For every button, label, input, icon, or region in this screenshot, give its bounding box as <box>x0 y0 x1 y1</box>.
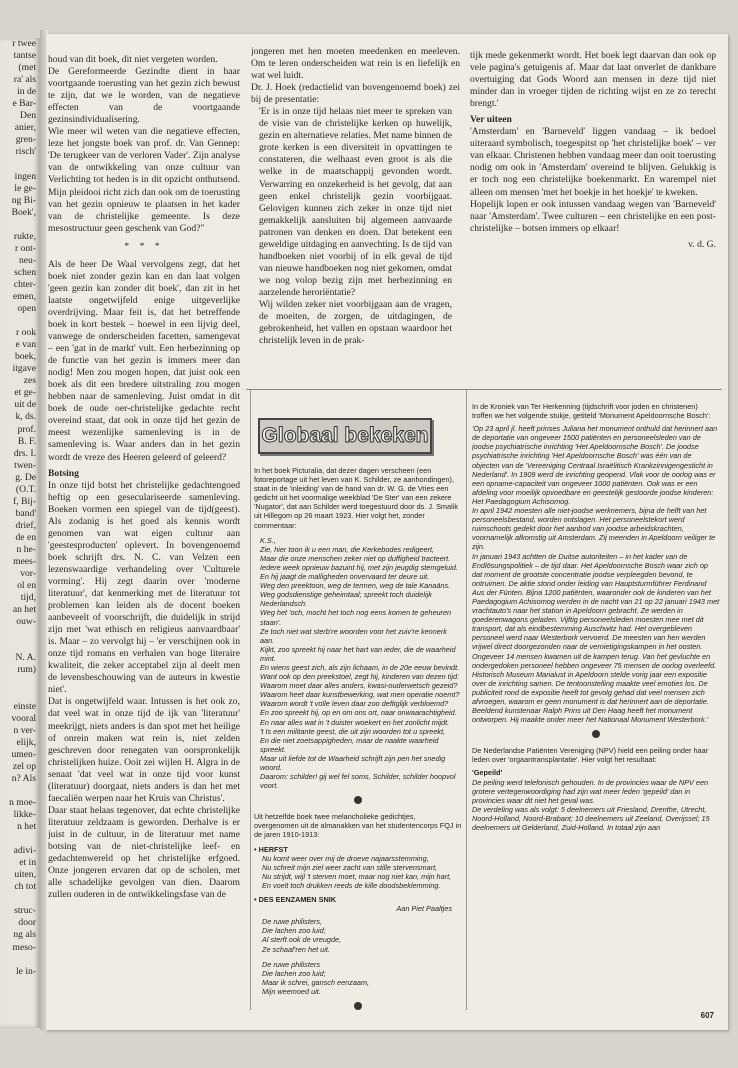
left-page-line: (met <box>18 62 36 74</box>
left-page-line: mees- <box>13 556 36 568</box>
left-page-line: N. A. <box>15 652 36 664</box>
subheading: Botsing <box>48 467 79 479</box>
paragraph: In het boek Picturalia, dat dezer dagen verscheen (een fotoreportage uit het leven van K. Schilder, ze aanhondingen), staat in de 'inleiding' van de hand van dr. W. G. de Vries een gedicht uit het voormalige weekblad 'De Ster' van een zekere 'Nugator', dat aan Schilder werd toegestuurd door ds. J. Smalik uit Hillegom op 26 maart 1923. Hier volgt het, zonder commentaar: <box>254 466 458 530</box>
magazine-page <box>46 34 728 1030</box>
left-page-line <box>0 676 40 688</box>
globaal-bekeken-banner: Globaal bekeken <box>258 418 432 454</box>
left-page-line: ouw- <box>16 616 36 628</box>
poem-title: • DES EENZAMEN SNIK <box>254 895 337 905</box>
poem-body: Nu komt weer over mij de droeve najaarsstemming, Nu schreit mijn ziel weer zacht van stille stervensmart, Nu strijdt, wijl 't sterven moet, maar nog niet kan, mijn hart, En voelt toch drukken reeds de kille doodsbeklemming. <box>262 853 452 890</box>
left-page-line: r twee <box>12 38 36 49</box>
poem-body: De ruwe philisters Die lachen zoo luid; Maar ik schrei, gansch eenzaam, Mijn weemoed uit. <box>262 959 370 996</box>
section-divider <box>246 389 722 390</box>
paragraph: houd van dit boek, dit niet vergeten worden. <box>48 54 218 65</box>
left-page-line <box>0 954 40 966</box>
left-page-line: et in <box>19 857 36 869</box>
left-page-line: an het <box>12 604 36 616</box>
paragraph: tijk mede gekenmerkt wordt. Het boek legt daarvan dan ook op vele pagina's getuigenis af. Maar dat laat onverlet de dankbare overtuiging dat Gods Woord aan mensen in deze tijd niet minder dan in vroeger tijden de richting wijst en ze zo terecht brengt.' <box>470 50 716 110</box>
left-page-line: in de <box>17 86 36 98</box>
left-page-line: door <box>18 917 36 929</box>
left-page-line: ingen <box>14 170 36 182</box>
left-page-line: g. De <box>15 471 36 483</box>
left-page-line <box>0 833 40 845</box>
left-page-line: vor- <box>20 568 36 580</box>
left-page-line: meso- <box>12 941 36 953</box>
left-page-line: uiten, <box>14 869 36 881</box>
left-page-line: gren- <box>15 134 36 146</box>
left-page-line: twen- <box>14 459 36 471</box>
page-number: 607 <box>700 1011 714 1020</box>
left-page-line: drs. I. <box>13 447 36 459</box>
left-page-strip <box>0 38 40 1028</box>
left-page-line: ol en <box>17 580 36 592</box>
author-signature: v. d. G. <box>688 238 716 250</box>
left-page-line <box>0 628 40 640</box>
left-page-line: Den <box>20 110 36 122</box>
kroniek-box <box>472 402 720 1002</box>
left-page-line: anier, <box>14 122 36 134</box>
left-page-line: zes <box>23 375 36 387</box>
left-page-line: B. F. <box>17 435 36 447</box>
left-page-line: schen <box>14 266 36 278</box>
left-page-line: band' <box>15 507 36 519</box>
left-page-line: drief, <box>15 519 36 531</box>
left-page-line: ra' als <box>13 74 36 86</box>
column-divider <box>250 390 251 1010</box>
left-page-line: vooral <box>11 712 36 724</box>
left-page-line: ng als <box>13 929 36 941</box>
column-3 <box>470 50 716 390</box>
left-page-line: open <box>17 303 36 315</box>
left-page-line: k, ds. <box>15 411 36 423</box>
poem-title-text: DES EENZAMEN SNIK <box>258 895 337 905</box>
left-page-line: struc- <box>14 905 36 917</box>
paragraph: De Nederlandse Patiënten Vereniging (NPV) hield een peiling onder haar leden over 'orgaantransplantatie'. Hier volgt het resultaat: <box>472 746 709 765</box>
left-page-line: risch' <box>15 146 36 158</box>
left-page-line: e van <box>15 339 36 351</box>
left-page-line <box>0 315 40 327</box>
paragraph: Als de heer De Waal vervolgens zegt, dat het boek niet zonder gezin kan en dan laat volgen 'geen gezin kan zonder dit boek', dan zit in het laatste ongetwijfeld enige uitgeverlijke overdrijving. Maar feit is, dat het betreffende boek in kort bestek – hoewel in een lijvig deel, vanwege de onderscheiden facetten, samengevat – een 'gat in de markt' vult. Een herbezinning op de functie van het gezin is immers meer dan nodig! Men zou mogen hopen, dat juist ook een boek als dit een bredere uitstraling zou mogen hebben naar de samenleving. Juist omdat in dit boek de oude oer-christelijke gedachte recht overeind staat, dat ook in onze tijd het gezin de meest wezenlijke samenleving is in de samenleving is. Waar anders dan in het gezin wordt de vreze des Heeren geleerd of geleerd? <box>48 258 240 463</box>
column-divider <box>466 390 467 1010</box>
left-page-line <box>0 785 40 797</box>
left-page-line: zel op <box>12 760 36 772</box>
left-page-line: tijd, <box>20 592 36 604</box>
left-page-line: ng Bi- <box>11 194 36 206</box>
globaal-bekeken-box <box>254 418 462 1012</box>
left-page-line: Boek', <box>11 206 36 218</box>
poem-author: Aan Piet Paaltjes <box>396 904 452 914</box>
paragraph: 'Amsterdam' en 'Barneveld' liggen vandaag – ik bedoel uiteraard symbolisch, toegespitst op 'het christelijke boek' – ver van elkaar. Christenen hebben vandaag meer dan ooit toerusting nodig om ook in 'Amsterdam' overeind te blijven. Gelukkig is er toch nog een christelijke boekenmarkt. En warempel niet alleen om mensen 'met het boekje in het hoekje' te kweken. <box>470 126 716 198</box>
column-2 <box>251 46 460 382</box>
paragraph: De Gereformeerde Gezindte dient in haar voortgaande toerusting van het gezin zich bewust te zijn, dat we le worden, van de negatieve effecten van de voortgaande gezinsindividualisering. <box>48 66 240 126</box>
left-page-line <box>0 893 40 905</box>
left-page-line: elijk, <box>16 736 36 748</box>
quote: Wij wilden zeker niet voorbijgaan aan de vragen, de moeiten, de zorgen, de uitdagingen, de gebrokenheid, het vallen en opstaan waardoor het christelijk leven in de prak- <box>259 298 452 347</box>
left-page-line: boek, <box>14 351 36 363</box>
paragraph: Uit hetzelfde boek twee melancholieke gedichtjes, overgenomen uit de almanakken van het studentencorps FQJ in de jaren 1910-1913: <box>254 812 462 840</box>
left-page-line: n het <box>17 821 36 833</box>
left-page-line <box>0 158 40 170</box>
paragraph: Hopelijk lopen er ook intussen vandaag wegen van 'Barneveld' naar 'Amsterdam'. Twee culturen – een christelijke en een post-christelijke – botsen immers op elkaar! <box>470 198 716 234</box>
left-page-line: (O.T. <box>15 483 36 495</box>
left-page-line: itgave <box>12 363 36 375</box>
left-page-line: n he- <box>16 543 36 555</box>
left-page-line: et ge- <box>14 387 36 399</box>
left-page-line: e Bar- <box>12 98 36 110</box>
left-page-line: prof. <box>17 423 36 435</box>
section-separator: * * * <box>124 240 164 252</box>
subheading: 'Gepeild' <box>472 768 503 778</box>
left-page-line: le ge- <box>14 182 36 194</box>
left-page-line: ch tot <box>14 881 36 893</box>
left-page-line: tantse <box>13 50 36 62</box>
left-page-line: umen- <box>11 748 36 760</box>
left-page-line: n ver- <box>13 724 36 736</box>
paragraph: In onze tijd botst het christelijke gedachtengoed heftig op een geseculariseerde samenleving. Boeken vormen een spiegel van de tijd(geest). Als zodanig is het goed als kennis wordt genomen van wat eigen cultuur aan 'geestesproducten' oplevert. In bovengenoemd boek schrijft drs. N. C. van Velzen een lezenswaardige verhandeling over 'Culturele vorming'. Hij zegt daarin over 'moderne literatuur', dat kenmerking met de literatuur tot problemen kan leiden als de docent boeken aanbeveelt of voorschrijft, die duidelijk in strijd zijn met 'wat ethisch en religieus aanvaardbaar' is. Maar – zo vervolgt hij – 'er verschijnen ook in onze tijd romans en verhalen van hoge literaire kwaliteit, die zeker acceptabel zijn al deelt men de levensbeschouwing van de auteurs in kwestie niet'. <box>48 479 240 696</box>
poem-title: • HERFST <box>254 844 288 854</box>
paragraph: In de Kroniek van Ter Herkenning (tijdschrift voor joden en christenen) troffen we het volgende stukje, getiteld 'Monument Apeldoornsche Bosch': <box>472 402 711 421</box>
paragraph: De peiling werd telefonisch gehouden. In de provincies waar de NPV een grotere vertegenwoordiging had zijn wat meer leden 'gepeild' dan in provincies waar dit niet het geval was. De verdeling was als volgt: 5 deelnemers uit Friesland, Drenthe, Utrecht, Noord-Holland, Noord-Brabant; 10 deelnemers uit Zeeland, Overijssel; 15 deelnemers uit Gelderland, Zuid-Holland. In totaal zijn aan <box>472 777 710 833</box>
subheading: Ver uiteen <box>470 114 512 126</box>
paragraph: Daar staat helaas tegenover, dat echte christelijke literatuur zeldzaam is geworden. Derhalve is er juist in de cultuur, in de literatuur met name botsing van de niet-christelijke leef- en gedachtenwereld op het christelijke erfgoed. Onze jongeren ervaren dat op de scholen, met alle schadelijke gevolgen van dien. Daarom zullen ouderen in de ontwikkelingsfase van de <box>48 804 240 901</box>
paragraph: Wie meer wil weten van die negatieve effecten, leze het jongste boek van prof. dr. Van Gennep: 'De terugkeer van de verloren Vader'. Zijn analyse van de ontwikkeling van onze cultuur van Verlichting tot heden is in dit opzicht onthutsend. Mijn pleidooi richt zich dan ook om de toerusting van het gezin opnieuw te plaatsen in het kader van de christelijke gemeente. Is deze mesostructuur geen geschenk van God?" <box>48 126 240 234</box>
left-page-line: uit de <box>14 399 36 411</box>
left-page-line: de en <box>15 531 36 543</box>
column-1 <box>48 54 240 1022</box>
left-page-line <box>0 640 40 652</box>
poem-body: De ruwe philisters, Die lachen zoo luid; Al sterft ook de vreugde, Ze schaaf'ren het uit. <box>262 917 342 954</box>
left-page-line: n? Als <box>11 772 36 784</box>
paragraph: jongeren met hen moeten meedenken en meeleven. Om te leren onderscheiden wat rein is en liefelijk en wat wel luidt. <box>251 46 460 82</box>
left-page-line <box>0 689 40 701</box>
bullet-separator <box>354 796 362 804</box>
left-page-line: r ook <box>16 327 36 339</box>
poem-body: Zie, hier toon ik u een man, die Kerkebodes redigeert, Maar die onze menschen zeker niet op duffigheid tracteert. Iedere week opnieuw bazuint hij, met zijn jeugdig stemgeluid. En hij jaagt de malligheden onvervaard ter deure uit. Weg den preektoon, weg de termen, weg de tale Kanaäns. Weg godsdienstige geheimtaal; spreekt toch duidelijk Nederlandsch. Weg het 'och, mocht het toch nog eens komen te geheuren staan'. Ze toch niet wat sterb're woorden voor het zuiv're kennerk aan. Kijkt, zoo spreekt hij naar het hart van ieder, die de waarheid mint. En wiens geest zich, als zijn lichaam, in de 20e eeuw bevindt. Want ook op den preekstoel, zegt hij, kinderen van dezen tijd: Waarom moet daar alles anders, kwasi-ouderwetsch gezeid? Waarom heet daar kunstbewerking, wat men operatie noemt? Waarom wordt 't volle leven daar zoo deftiglijk verbloemd? En zoo spreekt hij, op en om ons ort, naar onwaarachtigheid. En naar alles wat in 't duister woekert en het zonlicht mijdt. 't Is een militante geest, die uit zijn woorden tot u spreekt, En die niet zoetsappigheden, maar de naakte waarheid spreekt. Maar uit liefde tot de Waarheid schrijft zijn pen het snedig woord. Daarom: schilder! gij wel fel soms, Schilder, schilder hoopvol voort. <box>260 544 460 791</box>
quote: 'Op 23 april jl. heeft prinses Juliana het monument onthuld dat herinnert aan de deportatie van ongeveer 1500 patiënten en personeelsleden van de joodse psychiatrische inrichting 'Het Apeldoornsche Bosch'. De joodse psychiatrische inrichting 'Het Apeldoornsche Bosch' was één van de objecten van de 'Vereeniging Centraal Israëlitisch Krankzinnigengesticht in Nederland'. In 1909 werd de inrichting geopend. Vlak voor de oorlog was er een opname-capaciteit van ongeveer 1000 patiënten. Ook was er een afdeling voor moeilijk opvoedbare en geestelijk gestoorde joodse kinderen: Het Paedagogium Achisomog. In april 1942 moesten alle niet-joodse werknemers, bijna de helft van het personeelsbestand, worden ontslagen. Het personeelstekort werd ruimschoots gedekt door het aanbod van joodse arbeidskrachten, voornamelijk afkomstig uit Amsterdam. Zij meenden in Apeldoorn veiliger te zijn. In januari 1943 achtten de Duitse autoriteiten – in het kader van de Endlösungspolitiek – de tijd daar. Het Apeldoornsche Bosch waar zich op dat moment de grootste concentratie joodse verpleegden bevond, te ontruimen. De aktie stond onder leiding van Hauptsturmführer Ferdinand Aus der Fünten. Bijna 1200 patiënten, waaronder ook de kinderen van het Paedagogium Achisomog werden in de nacht van 21 op 22 januari 1943 met vrachtauto's naar het station in Apeldoorn gebracht. Ze werden in goederenwagons geladen. Vijftig personeelsleden moesten mee met dit transport, dat als eindbestemming Auschwitz had. Het overgebleven personeel werd naar Westerbork vervoerd. De meesten van hen werden vrijwel direct doorgezonden naar de vernietigingskampen in het oosten. Ongeveer 14 mensen kwamen uit de kampen terug. Van het gevluchte en ondergedoken personeel hebben ongeveer 75 mensen de oorlog overleefd. Historisch Museum Marialust in Apeldoorn stelde vorig jaar een expositie over de inrichting samen. De tentoonstelling maakte veel emoties los. De publiciteit rond de expositie heeft tot gevolg gehad dat veel mensen zich afvroegen, waarom er geen monument is dat herinnert aan de deportatie. Beeldend kunstenaar Ralph Prins uit Den Haag heeft het monument ontworpen. Hij maakte onder meer het Nationaal Monument Westerbork.' <box>472 424 720 725</box>
left-page-line: le in- <box>16 965 36 977</box>
poem <box>254 536 462 791</box>
left-page-line: adivi- <box>13 845 36 857</box>
left-page-line: rum) <box>17 664 36 676</box>
left-page-line: rukte, <box>13 230 36 242</box>
left-page-line <box>0 219 40 231</box>
bullet-separator <box>354 1002 362 1010</box>
left-page-line: chter- <box>13 278 36 290</box>
left-page-line: r ont- <box>14 242 36 254</box>
bullet-separator <box>592 730 600 738</box>
poem-title-text: HERFST <box>258 844 288 854</box>
left-page-line: einste <box>13 700 36 712</box>
left-page-line: f, Bij- <box>13 495 36 507</box>
paragraph: Dat is ongetwijfeld waar. Intussen is het ook zo, dat veel wat in onze tijd de ijk van 'literatuur' meekrijgt, niets anders is dan spot met het heilige of onrein maken wat rein is, niet zelden geschreven door renegaten van oorspronkelijk christelijken huize. Ooit zei wijlen H. Algra in de senaat 'dat veel wat in onze tijd voor kunst (literatuur) doorgaat, niets anders is dan het met faecaliën werpen naar het Kruis van Christus'. <box>48 696 240 804</box>
poem-heading: K.S., <box>260 535 276 545</box>
left-page-line: neu- <box>18 254 36 266</box>
paragraph: Dr. J. Hoek (redactielid van bovengenoemd boek) zei bij de presentatie: <box>251 82 460 106</box>
left-page-line: likke- <box>13 809 36 820</box>
left-page-line: n moe- <box>9 796 36 808</box>
left-page-line: emen, <box>12 290 36 302</box>
quote: 'Er is in onze tijd helaas niet meer te spreken van de visie van de christelijke kerken op huwelijk, gezin en alternatieve relaties. Met name binnen de grote kerken is een diversiteit in opvattingen te constateren, die welhaast even groot is als die welke in de maatschappij gevonden wordt. Verwarring en onzekerheid is het gevolg, dat aan geen enkel christelijk gezin voorbijgaat. Gelovigen kunnen zich zeker in onze tijd niet gemakkelijk aansluiten bij algemeen aanvaarde patronen van denken en doen. Dat betekent een geweldige uitdaging en aanvechting. Is de tijd van handboeken niet voorbij of in elk geval de tijd van nieuwe handboeken nog niet gekomen, omdat we nog volop bezig zijn met herbezinning en aarzelende heroriëntatie? <box>259 106 452 298</box>
